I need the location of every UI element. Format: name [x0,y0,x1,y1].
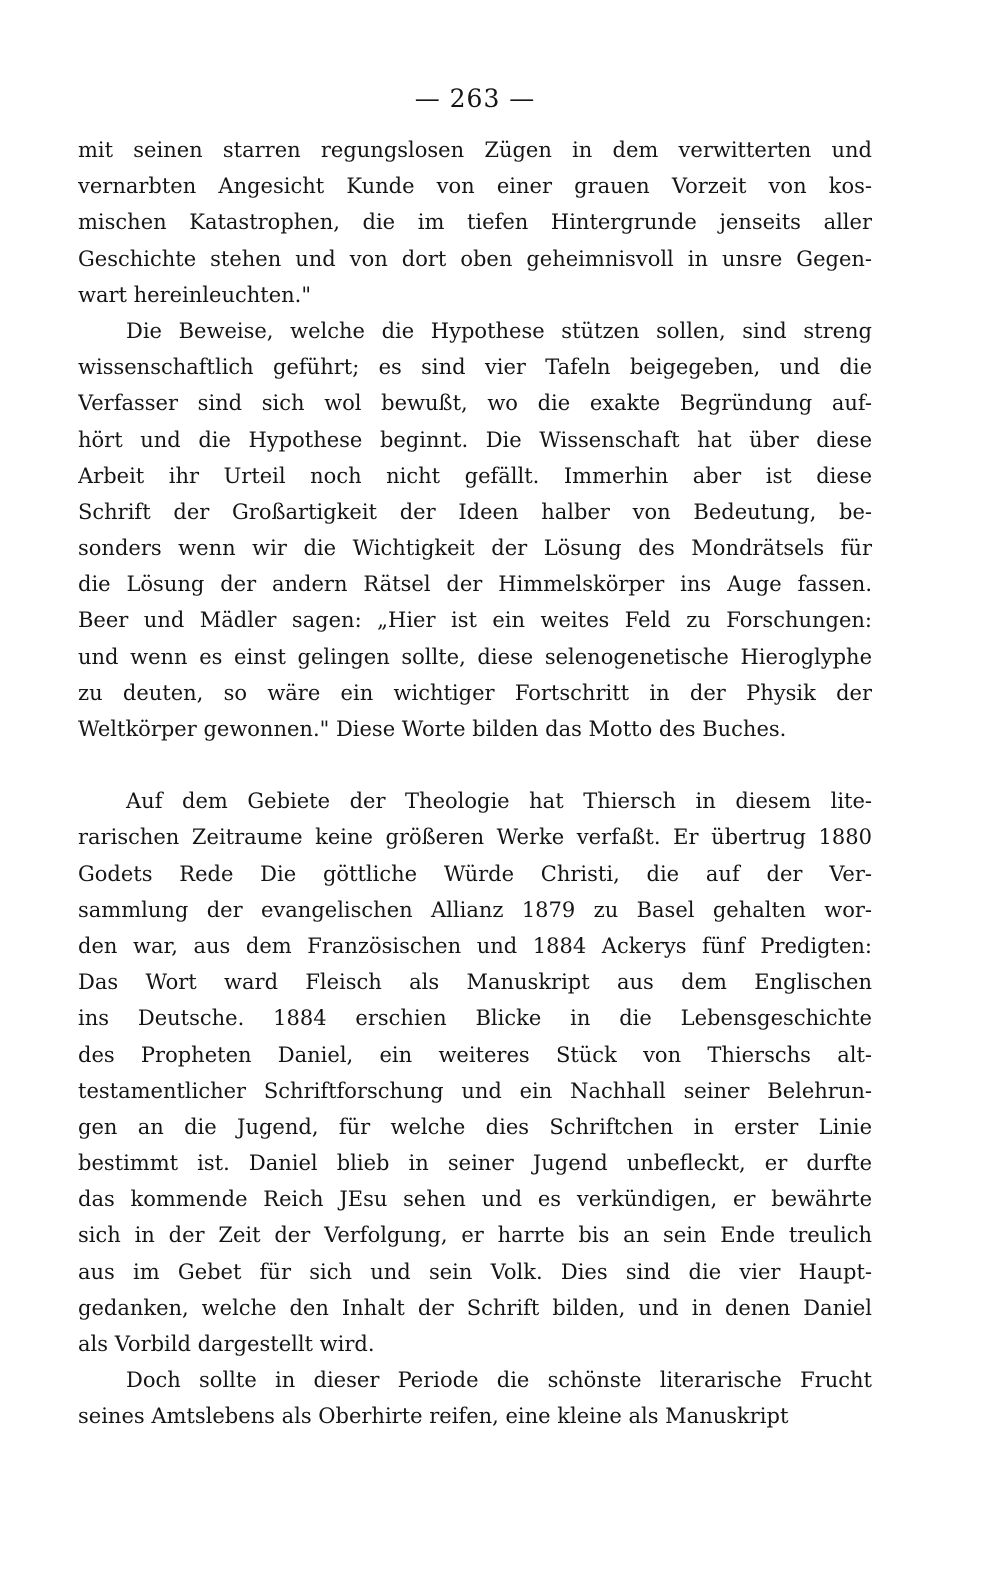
text-line: hört und die Hypothese beginnt. Die Wissenschaft hat über diese [78,427,872,452]
text-line: Doch sollte in dieser Periode die schönste literarische Frucht [126,1368,872,1393]
text-line: zu deuten, so wäre ein wichtiger Fortschritt in der Physik der [78,680,872,705]
section-gap [78,747,872,783]
paragraph [78,313,872,747]
text-line: testamentlicher Schriftforschung und ein Nachhall seiner Belehrun- [78,1078,872,1103]
text-line: den war, aus dem Französischen und 1884 Ackerys fünf Predigten: [78,933,872,958]
text-line: Verfasser sind sich wol bewußt, wo die exakte Begründung auf- [78,391,872,416]
text-line: Weltkörper gewonnen." Diese Worte bilden das Motto des Buches. [78,717,787,741]
text-line: die Lösung der andern Rätsel der Himmelskörper ins Auge fassen. [78,572,872,597]
text-body [78,132,872,1435]
text-line: Geschichte stehen und von dort oben geheimnisvoll in unsre Gegen- [78,246,872,271]
text-line: gedanken, welche den Inhalt der Schrift bilden, und in denen Daniel [78,1295,872,1320]
text-line: und wenn es einst gelingen sollte, diese selenogenetische Hieroglyphe [78,644,872,669]
paragraph [78,1362,872,1434]
text-line: Arbeit ihr Urteil noch nicht gefällt. Immerhin aber ist diese [78,463,872,488]
text-line: sammlung der evangelischen Allianz 1879 zu Basel gehalten wor- [78,897,872,922]
text-line: gen an die Jugend, für welche dies Schriftchen in erster Linie [78,1114,872,1139]
text-line: Beer und Mädler sagen: „Hier ist ein weites Feld zu Forschungen: [78,608,872,633]
text-line: sich in der Zeit der Verfolgung, er harrte bis an sein Ende treulich [78,1223,872,1248]
text-line: seines Amtslebens als Oberhirte reifen, eine kleine als Manuskript [78,1404,789,1429]
text-line: Auf dem Gebiete der Theologie hat Thiersch in diesem lite- [126,789,872,814]
text-line: mischen Katastrophen, die im tiefen Hintergrunde jenseits aller [78,210,872,235]
text-line: Schrift der Großartigkeit der Ideen halber von Bedeutung, be- [78,499,872,524]
text-line: Die Beweise, welche die Hypothese stützen sollen, sind streng [126,318,872,343]
text-line: mit seinen starren regungslosen Zügen in dem verwitterten und [78,138,872,162]
text-line: wissenschaftlich geführt; es sind vier Tafeln beigegeben, und die [78,355,872,380]
text-line: aus im Gebet für sich und sein Volk. Dies sind die vier Haupt- [78,1259,872,1284]
text-line: rarischen Zeitraume keine größeren Werke verfaßt. Er übertrug 1880 [78,825,872,850]
text-line: vernarbten Angesicht Kunde von einer grauen Vorzeit von kos- [78,174,872,199]
text-line: das kommende Reich JEsu sehen und es verkündigen, er bewährte [78,1187,872,1212]
text-line: als Vorbild dargestellt wird. [78,1332,375,1356]
text-line: Godets Rede Die göttliche Würde Christi, die auf der Ver- [78,861,872,886]
text-line: bestimmt ist. Daniel blieb in seiner Jugend unbefleckt, er durfte [78,1151,872,1176]
paragraph [78,132,872,313]
book-page [78,80,872,1435]
text-line: Das Wort ward Fleisch als Manuskript aus dem Englischen [78,970,872,995]
text-line: wart hereinleuchten." [78,282,311,307]
paragraph [78,783,872,1362]
page-number: — 263 — [414,84,536,113]
text-line: des Propheten Daniel, ein weiteres Stück von Thierschs alt- [78,1042,872,1067]
text-line: sonders wenn wir die Wichtigkeit der Lösung des Mondrätsels für [78,536,872,561]
text-line: ins Deutsche. 1884 erschien Blicke in die Lebensgeschichte [78,1006,872,1031]
